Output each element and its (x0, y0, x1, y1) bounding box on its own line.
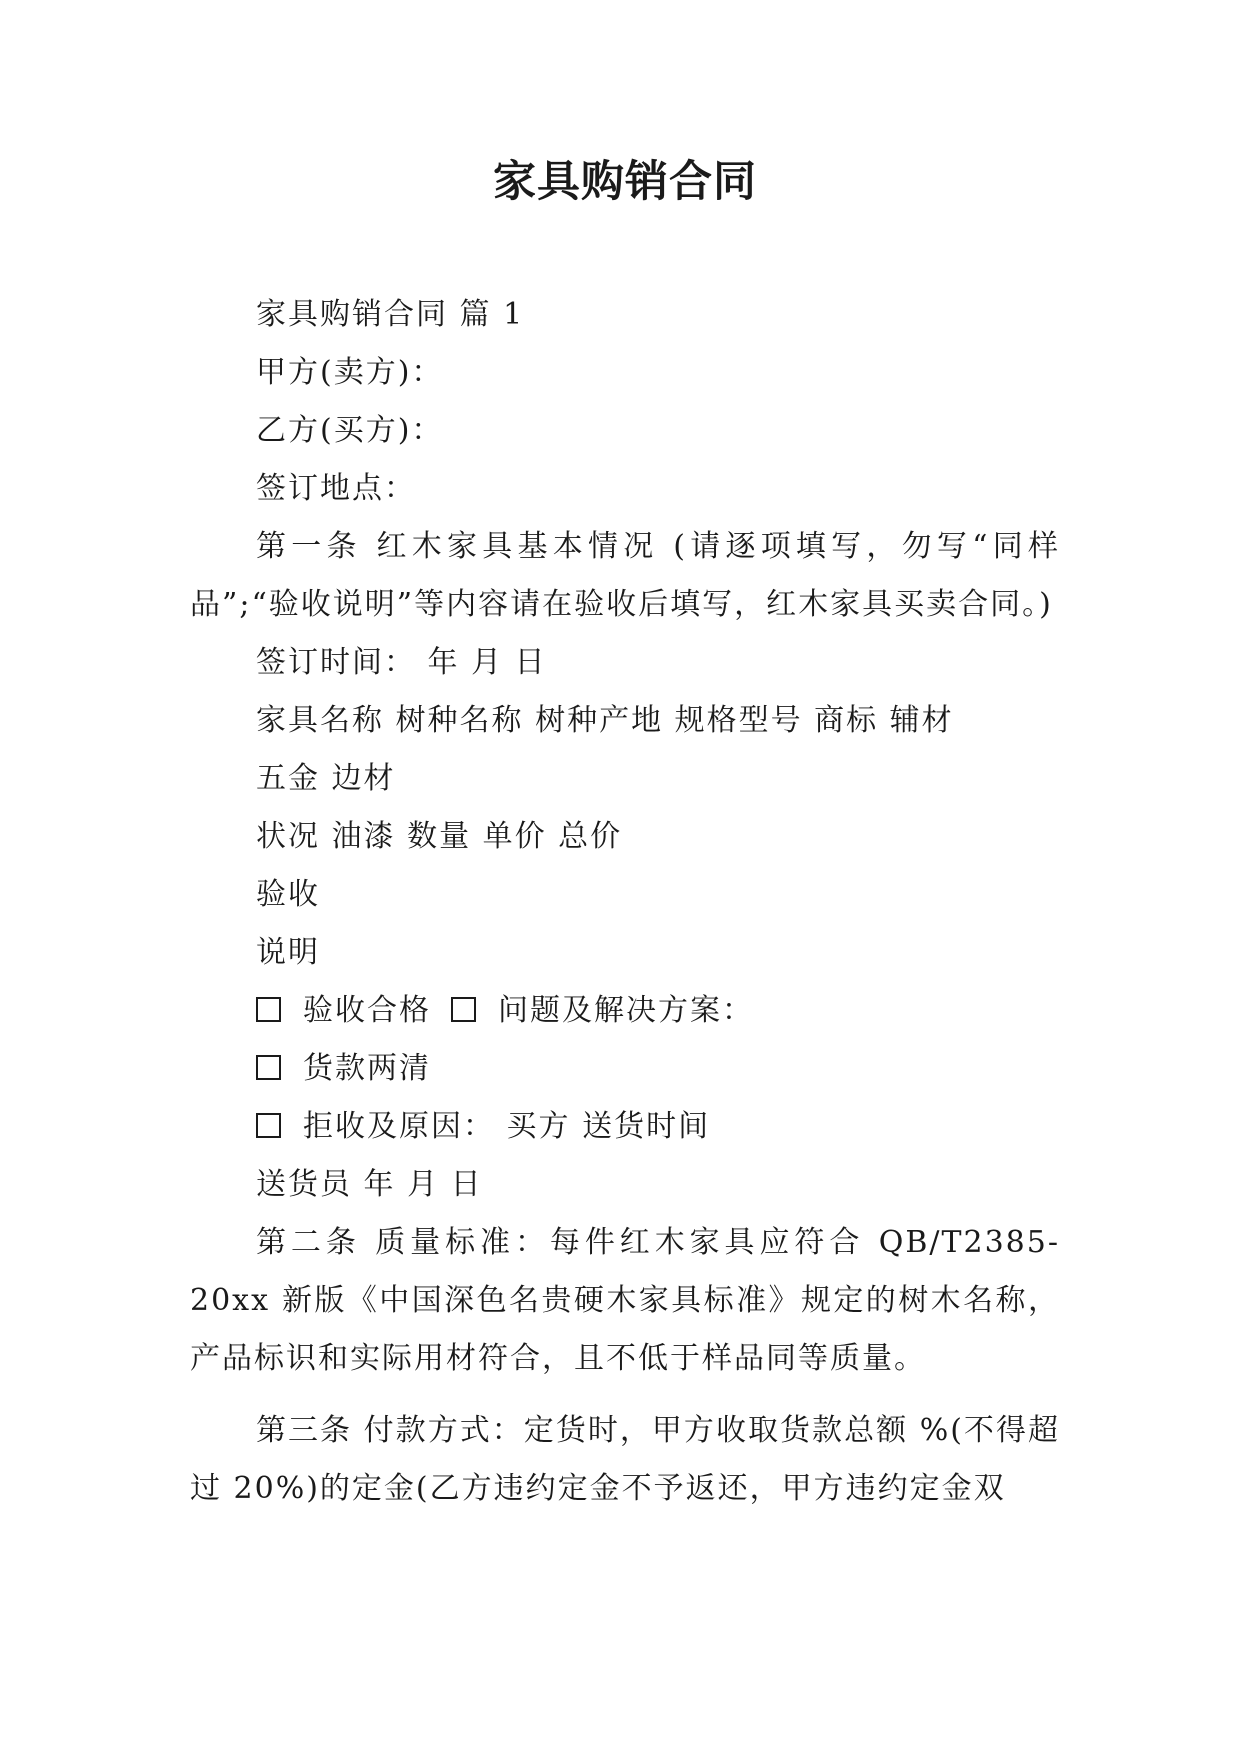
option-accepted-label: 验收合格 (303, 993, 431, 1028)
checkbox-payment-settled[interactable] (256, 1055, 281, 1080)
furniture-fields-row-1: 家具名称 树种名称 树种产地 规格型号 商标 辅材 (256, 703, 954, 738)
furniture-fields-row-2: 五金 边材 (256, 761, 396, 796)
acceptance-options-row (190, 982, 1060, 1040)
article-2: 第二条 质量标准：每件红木家具应符合 QB/T2385-20xx 新版《中国深色名贵硬木家具标准》规定的树木名称，产品标识和实际用材符合，且不低于样品同等质量。 (190, 1225, 1060, 1376)
payment-settled-row (190, 1040, 1060, 1098)
acceptance-label: 验收 (256, 877, 320, 912)
delivery-person-date: 送货员 年 月 日 (256, 1167, 483, 1202)
signing-date: 签订时间： 年 月 日 (256, 645, 547, 680)
option-rejected-label: 拒收及原因： 买方 送货时间 (303, 1109, 711, 1144)
option-payment-settled-label: 货款两清 (303, 1051, 431, 1086)
checkbox-accepted[interactable] (256, 997, 281, 1022)
article-1: 第一条 红木家具基本情况 (请逐项填写，勿写“同样品”;“验收说明”等内容请在验收后填写，红木家具买卖合同。) (190, 529, 1060, 622)
party-a-seller: 甲方(卖方)： (256, 355, 444, 390)
signing-location: 签订地点： (256, 471, 416, 506)
option-issues-label: 问题及解决方案： (498, 993, 754, 1028)
checkbox-issues[interactable] (451, 997, 476, 1022)
furniture-fields-row-3: 状况 油漆 数量 单价 总价 (256, 819, 623, 854)
document-body (190, 286, 1060, 1518)
party-b-buyer: 乙方(买方)： (256, 413, 444, 448)
document-title: 家具购销合同 (493, 157, 757, 207)
document-page (190, 0, 1060, 1754)
notes-label: 说明 (256, 935, 320, 970)
rejection-row (190, 1098, 1060, 1156)
checkbox-rejected[interactable] (256, 1113, 281, 1138)
section-heading: 家具购销合同 篇 1 (256, 297, 525, 332)
article-3: 第三条 付款方式：定货时，甲方收取货款总额 %(不得超过 20%)的定金(乙方违约定金不予返还，甲方违约定金双 (190, 1413, 1060, 1506)
